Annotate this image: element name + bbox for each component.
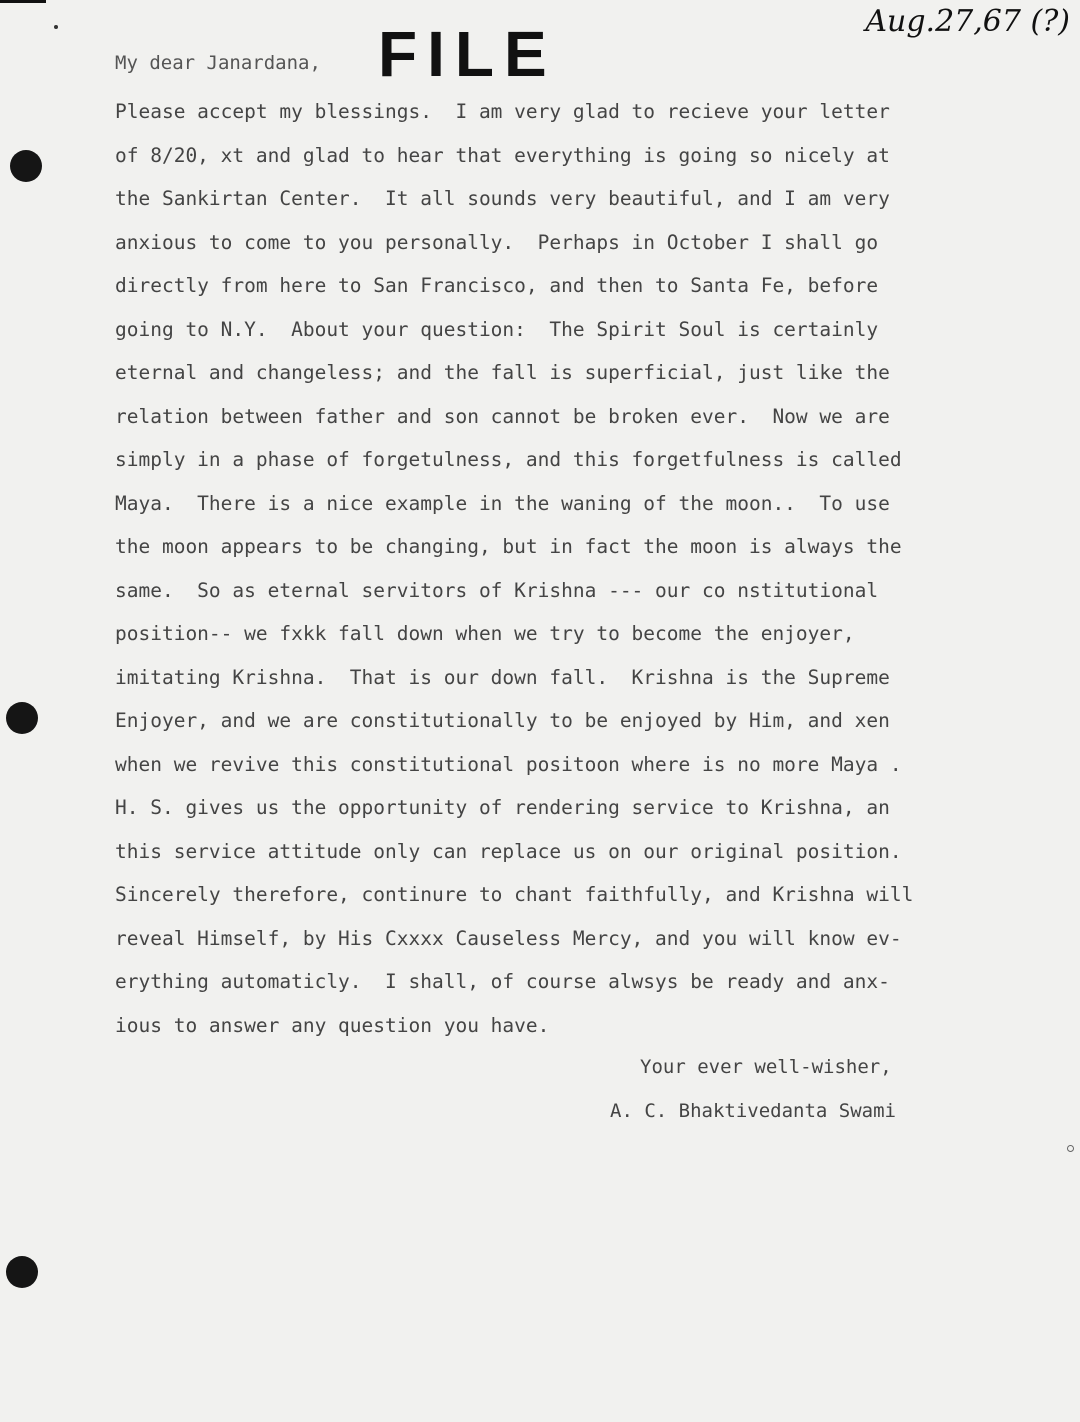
punch-hole [10, 150, 42, 182]
body-line: H. S. gives us the opportunity of rendering service to Krishna, an [115, 796, 890, 819]
body-line: Enjoyer, and we are constitutionally to be enjoyed by Him, and xen [115, 709, 890, 732]
body-line: position-- we fxkk fall down when we try to become the enjoyer, [115, 622, 855, 645]
body-line: reveal Himself, by His Cxxxx Causeless Mercy, and you will know ev- [115, 926, 902, 950]
body-line: eternal and changeless; and the fall is superficial, just like the [115, 361, 890, 384]
body-line: Sincerely therefore, continure to chant faithfully, and Krishna will [115, 883, 914, 906]
ink-speck [54, 25, 58, 29]
salutation: My dear Janardana, [115, 52, 321, 74]
closing-line: Your ever well-wisher, [640, 1056, 892, 1078]
body-line: relation between father and son cannot be broken ever. Now we are [115, 404, 890, 428]
body-line: imitating Krishna. That is our down fall. Krishna is the Supreme [115, 665, 890, 689]
body-line: the Sankirtan Center. It all sounds very beautiful, and I am very [115, 187, 890, 210]
signature-line: A. C. Bhaktivedanta Swami [610, 1100, 896, 1122]
file-stamp: FILE [378, 18, 557, 90]
body-line: going to N.Y. About your question: The Spirit Soul is certainly [115, 317, 879, 341]
handwritten-date: Aug.27,67 (?) [865, 4, 1070, 39]
body-line: Maya. There is a nice example in the waning of the moon.. To use [115, 491, 890, 515]
punch-hole [6, 1256, 38, 1288]
body-line: anxious to come to you personally. Perhaps in October I shall go [115, 230, 879, 254]
body-line: when we revive this constitutional positoon where is no more Maya . [115, 752, 902, 776]
punch-hole [6, 702, 38, 734]
body-line: same. So as eternal servitors of Krishna --- our co nstitutional [115, 578, 879, 602]
body-line: the moon appears to be changing, but in fact the moon is always the [115, 535, 902, 558]
body-line: of 8/20, xt and glad to hear that everything is going so nicely at [115, 143, 890, 167]
body-line: simply in a phase of forgetulness, and this forgetfulness is called [115, 448, 902, 471]
body-line: this service attitude only can replace us on our original position. [115, 839, 902, 863]
body-line: Please accept my blessings. I am very glad to recieve your letter [115, 100, 890, 123]
letter-body [115, 98, 1015, 1055]
body-line: ious to answer any question you have. [115, 1013, 550, 1037]
body-line: erything automaticly. I shall, of course alwsys be ready and anx- [115, 970, 890, 993]
paper-mark [1067, 1145, 1074, 1152]
body-line: directly from here to San Francisco, and then to Santa Fe, before [115, 274, 879, 297]
corner-mark [0, 0, 46, 3]
